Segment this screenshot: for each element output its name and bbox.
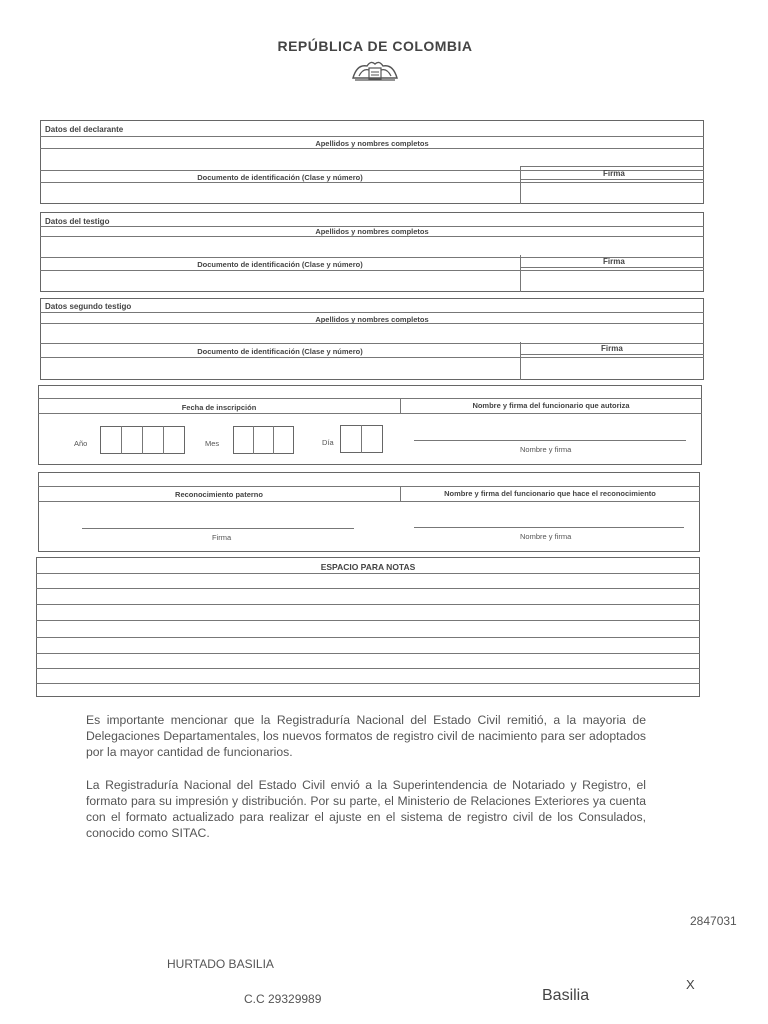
declarante-section <box>40 120 704 204</box>
reconocimiento-nombre-firma: Nombre y firma <box>520 532 572 541</box>
mes-boxes[interactable] <box>233 426 294 454</box>
funcionario-reconocimiento-label: Nombre y firma del funcionario que hace el reconocimiento <box>444 489 656 498</box>
testigo-firma-label: Firma <box>603 257 625 266</box>
footer-name: HURTADO BASILIA <box>167 957 274 971</box>
testigo-doc-label: Documento de identificación (Clase y número) <box>197 260 363 269</box>
testigo-title: Datos del testigo <box>45 217 110 226</box>
funcionario-autoriza-label: Nombre y firma del funcionario que autoriza <box>472 401 630 410</box>
reconocimiento-section <box>38 472 700 552</box>
page-title: REPÚBLICA DE COLOMBIA <box>277 38 473 54</box>
segundo-testigo-doc-label: Documento de identificación (Clase y número) <box>197 347 363 356</box>
document-number: 2847031 <box>690 914 737 928</box>
paragraph-1: Es importante mencionar que la Registraduría Nacional del Estado Civil remitió, a la mayoria de Delegaciones Departamentales, los nuevos formatos de registro civil de nacimiento para ser adoptados por la mayor cantidad de funcionarios. <box>86 713 646 759</box>
declarante-doc-label: Documento de identificación (Clase y número) <box>197 173 363 182</box>
segundo-testigo-title: Datos segundo testigo <box>45 302 132 311</box>
reconocimiento-firma: Firma <box>212 533 232 542</box>
declarante-title: Datos del declarante <box>45 125 124 134</box>
declarante-firma-label: Firma <box>603 169 625 178</box>
mes-label: Mes <box>205 439 220 448</box>
anio-label: Año <box>74 439 88 448</box>
segundo-testigo-firma-label: Firma <box>601 344 623 353</box>
paragraph-2: La Registraduría Nacional del Estado Civil envió a la Superintendencia de Notariado y Registro, el formato para su impresión y distribución. Por su parte, el Ministerio de Relaciones Exteriores ya cuenta con el formato actualizado para realizar el ajuste en el sistema de registro civil de los Consulados, conocido como SITAC. <box>86 778 646 840</box>
testigo-section <box>40 212 704 292</box>
reconocimiento-label: Reconocimiento paterno <box>175 490 263 499</box>
segundo-testigo-section <box>40 298 704 380</box>
coat-of-arms-icon <box>349 56 401 82</box>
mark-x: X <box>686 977 695 992</box>
segundo-testigo-names-label: Apellidos y nombres completos <box>315 315 429 324</box>
signature: Basilia <box>542 987 590 1004</box>
declarante-names-label: Apellidos y nombres completos <box>315 139 429 148</box>
footer-cc: C.C 29329989 <box>244 992 322 1006</box>
dia-label: Día <box>322 438 334 447</box>
testigo-names-label: Apellidos y nombres completos <box>315 227 429 236</box>
notas-section <box>36 557 700 697</box>
autoriza-nombre-firma: Nombre y firma <box>520 445 572 454</box>
fecha-inscripcion-label: Fecha de inscripción <box>181 403 257 412</box>
notas-title: ESPACIO PARA NOTAS <box>320 562 416 572</box>
